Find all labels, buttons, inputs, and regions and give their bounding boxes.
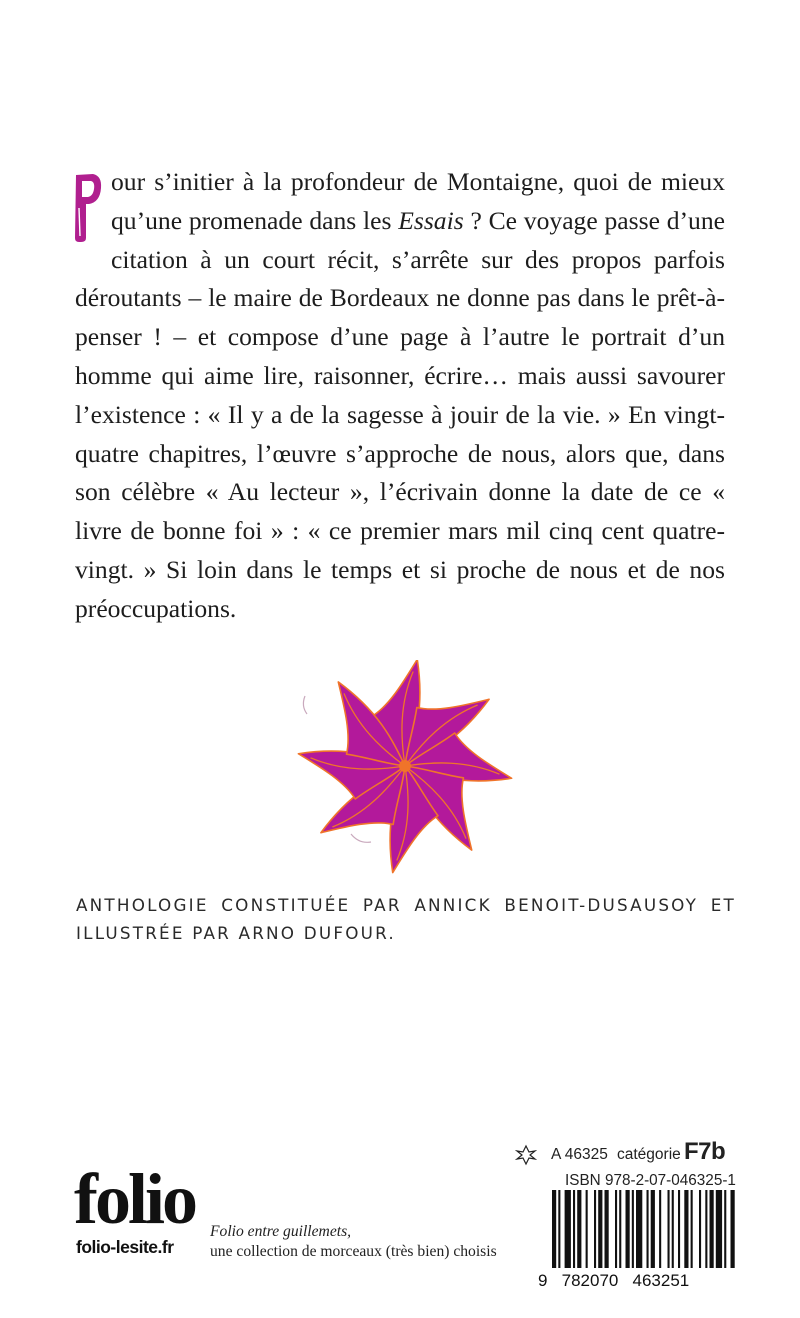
barcode bbox=[538, 1190, 736, 1290]
series-name: Folio entre guillemets, bbox=[210, 1223, 352, 1240]
barcode-bar bbox=[573, 1190, 575, 1268]
barcode-bar bbox=[594, 1190, 596, 1268]
category-label: catégorie bbox=[617, 1146, 681, 1163]
barcode-bar bbox=[668, 1190, 670, 1268]
flower-illustration-icon bbox=[285, 660, 525, 880]
barcode-bar bbox=[626, 1190, 630, 1268]
barcode-bar bbox=[724, 1190, 726, 1268]
blurb-text-end: ? Ce voyage passe d’une citation à un court récit, s’arrête sur des propos parfois déroutants – le maire de Bordeaux ne donne pas dans le prêt-à-penser ! – et compose d’une page à l’autre le portrait d’un homme qui aime lire, raisonner, écrire… mais aussi savourer l’existence : « Il y a de la sagesse à jouir de la vie. » En vingt-quatre chapitres, l’œuvre s’approche de nous, alors que, dans son célèbre « Au lecteur », l’écrivain donne la date de ce « livre de bonne foi » : « ce premier mars mil cinq cent quatre-vingt. » Si loin dans le temps et si proche de nous et de nos préoccupations. bbox=[75, 205, 725, 623]
barcode-bar bbox=[565, 1190, 571, 1268]
barcode-bar bbox=[615, 1190, 617, 1268]
dropcap-p-icon bbox=[73, 172, 103, 244]
category-value: F7b bbox=[684, 1138, 726, 1165]
barcode-bar bbox=[651, 1190, 655, 1268]
barcode-bar bbox=[659, 1190, 661, 1268]
barcode-bar bbox=[558, 1190, 560, 1268]
back-cover-blurb bbox=[75, 163, 725, 629]
barcode-bar bbox=[710, 1190, 714, 1268]
isbn: ISBN 978-2-07-046325-1 bbox=[565, 1172, 736, 1189]
barcode-bar bbox=[647, 1190, 649, 1268]
barcode-bar bbox=[672, 1190, 674, 1268]
barcode-bar bbox=[678, 1190, 680, 1268]
barcode-bar bbox=[684, 1190, 688, 1268]
barcode-bar bbox=[716, 1190, 722, 1268]
barcode-digits: 9 782070 463251 bbox=[538, 1271, 690, 1290]
barcode-bar bbox=[598, 1190, 602, 1268]
website-link[interactable]: folio-lesite.fr bbox=[76, 1237, 174, 1257]
barcode-bar bbox=[552, 1190, 556, 1268]
folio-emblem-icon bbox=[515, 1144, 537, 1166]
folio-logo: folio bbox=[74, 1159, 195, 1239]
series-description: une collection de morceaux (très bien) choisis bbox=[210, 1243, 497, 1260]
barcode-bar bbox=[619, 1190, 621, 1268]
barcode-bar bbox=[705, 1190, 707, 1268]
barcode-bar bbox=[636, 1190, 642, 1268]
catalog-code-row bbox=[515, 1138, 730, 1168]
barcode-bar bbox=[731, 1190, 735, 1268]
catalog-number: A 46325 bbox=[551, 1146, 608, 1163]
barcode-bar bbox=[605, 1190, 609, 1268]
barcode-bar bbox=[632, 1190, 634, 1268]
anthology-credit: ANTHOLOGIE CONSTITUÉE PAR ANNICK BENOIT-DUSAUSOY ET ILLUSTRÉE PAR ARNO DUFOUR. bbox=[76, 895, 736, 943]
barcode-bar bbox=[699, 1190, 701, 1268]
barcode-bar bbox=[577, 1190, 581, 1268]
blurb-italic-title: Essais bbox=[398, 205, 464, 235]
barcode-bar bbox=[586, 1190, 588, 1268]
barcode-bar bbox=[691, 1190, 693, 1268]
blurb-text-start: our s’initier à la profondeur de Montaigne, quoi de mieux qu’une promenade dans les bbox=[111, 167, 725, 235]
dropcap bbox=[73, 172, 103, 244]
